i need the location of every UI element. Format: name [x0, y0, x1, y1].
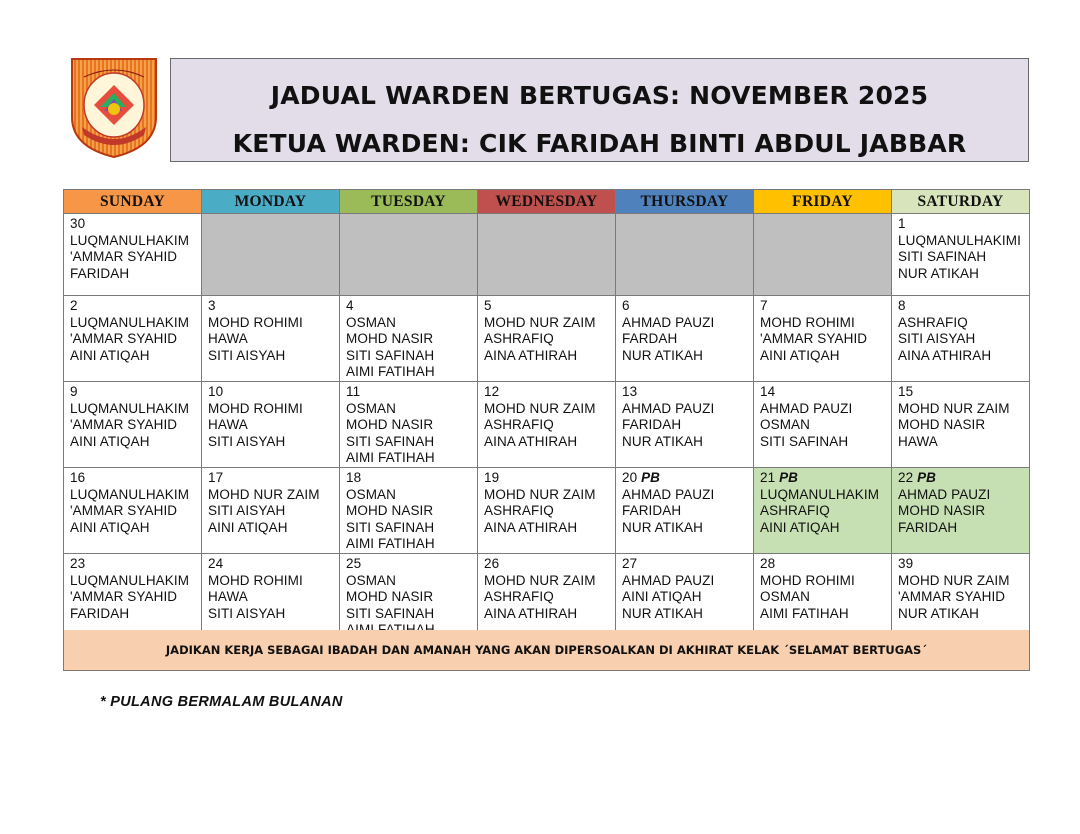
warden-name: SITI AISYAH — [208, 433, 286, 449]
weekday-header-sunday: SUNDAY — [64, 190, 202, 214]
warden-name: HAWA — [208, 589, 248, 605]
day-cell — [754, 296, 892, 382]
day-number — [70, 470, 201, 487]
day-cell — [478, 467, 616, 553]
day-number-text: 8 — [898, 298, 906, 313]
warden-name: HAWA — [208, 331, 248, 347]
warden-name: FARIDAH — [898, 519, 958, 535]
warden-name: SITI SAFINAH — [346, 605, 435, 621]
warden-name: AINI ATIQAH — [70, 347, 150, 363]
warden-name: ASHRAFIQ — [484, 417, 554, 433]
day-number-text: 13 — [622, 383, 638, 399]
warden-name: SITI AISYAH — [208, 347, 286, 363]
warden-name: FARIDAH — [70, 265, 130, 281]
pb-tag: PB — [917, 469, 937, 485]
warden-name: NUR ATIKAH — [898, 265, 980, 281]
warden-name: ASHRAFIQ — [484, 331, 554, 347]
warden-name: HAWA — [208, 417, 248, 433]
warden-name: OSMAN — [760, 417, 811, 433]
day-number-text: 39 — [898, 555, 914, 571]
weekday-header-monday: MONDAY — [202, 190, 340, 214]
day-number — [346, 298, 477, 315]
day-cell — [64, 553, 202, 639]
footnote: * PULANG BERMALAM BULANAN — [100, 694, 343, 710]
day-number — [346, 470, 477, 487]
weekday-header-saturday: SATURDAY — [892, 190, 1030, 214]
warden-name: FARIDAH — [622, 503, 682, 519]
warden-name: 'AMMAR SYAHID — [70, 417, 178, 433]
page-subtitle: KETUA WARDEN: CIK FARIDAH BINTI ABDUL JABBAR — [232, 129, 967, 158]
day-number-text: 17 — [208, 469, 224, 485]
warden-name: SITI AISYAH — [208, 605, 286, 621]
day-number — [898, 216, 1029, 233]
day-number-text: 14 — [760, 383, 776, 399]
warden-name: ASHRAFIQ — [484, 503, 554, 519]
day-number — [484, 384, 615, 401]
warden-name: SITI SAFINAH — [760, 433, 849, 449]
warden-name: AINA ATHIRAH — [484, 519, 578, 535]
day-number-text: 26 — [484, 555, 500, 571]
pb-tag: PB — [641, 469, 661, 485]
warden-name: AIMI FATIHAH — [346, 536, 435, 552]
day-cell — [478, 381, 616, 467]
day-number — [622, 470, 753, 487]
warden-name: OSMAN — [346, 400, 397, 416]
warden-name: LUQMANULHAKIM — [70, 314, 190, 330]
day-cell — [64, 214, 202, 296]
day-number-text: 18 — [346, 469, 362, 485]
warden-name: AINA ATHIRAH — [484, 433, 578, 449]
day-cell — [616, 381, 754, 467]
day-cell — [202, 381, 340, 467]
day-number-text: 22 — [898, 469, 914, 485]
warden-name: AHMAD PAUZI — [760, 400, 853, 416]
warden-name: AINI ATIQAH — [760, 347, 840, 363]
warden-name: AINI ATIQAH — [208, 519, 288, 535]
day-number-text: 6 — [622, 298, 630, 313]
day-number — [208, 298, 339, 315]
warden-name: 'AMMAR SYAHID — [70, 589, 178, 605]
day-cell — [892, 214, 1030, 296]
day-cell — [754, 553, 892, 639]
day-cell — [616, 553, 754, 639]
day-number-text: 15 — [898, 383, 914, 399]
warden-name: AINI ATIQAH — [760, 519, 840, 535]
warden-name: 'AMMAR SYAHID — [760, 331, 868, 347]
warden-name: MOHD NASIR — [346, 503, 434, 519]
day-cell — [616, 467, 754, 553]
warden-name: FARDAH — [622, 331, 678, 347]
day-cell — [616, 296, 754, 382]
day-number — [622, 298, 753, 315]
warden-name: MOHD NASIR — [346, 417, 434, 433]
warden-name: OSMAN — [760, 589, 811, 605]
warden-name: LUQMANULHAKIMI — [898, 232, 1021, 248]
day-number-text: 12 — [484, 383, 500, 399]
day-number — [760, 556, 891, 573]
day-number — [208, 556, 339, 573]
warden-name: SITI SAFINAH — [898, 249, 987, 265]
day-number — [898, 298, 1029, 315]
warden-name: MOHD NUR ZAIM — [484, 572, 596, 588]
day-number — [208, 470, 339, 487]
warden-name: SITI AISYAH — [208, 503, 286, 519]
warden-name: ASHRAFIQ — [484, 589, 554, 605]
week-row — [64, 214, 1030, 296]
warden-name: AIMI FATIHAH — [346, 450, 435, 466]
warden-name: MOHD ROHIMI — [208, 572, 303, 588]
empty-day-cell — [616, 214, 754, 296]
day-number-text: 9 — [70, 383, 78, 399]
weekday-header-wednesday: WEDNESDAY — [478, 190, 616, 214]
warden-name: LUQMANULHAKIM — [70, 400, 190, 416]
day-cell — [754, 381, 892, 467]
warden-name: HAWA — [898, 433, 938, 449]
warden-name: LUQMANULHAKIM — [70, 486, 190, 502]
warden-name: AINA ATHIRAH — [898, 347, 992, 363]
day-number-text: 4 — [346, 298, 354, 313]
day-number — [622, 556, 753, 573]
warden-name: NUR ATIKAH — [622, 347, 704, 363]
day-number-text: 3 — [208, 298, 216, 313]
title-banner — [170, 58, 1029, 162]
warden-name: FARIDAH — [622, 417, 682, 433]
day-number-text: 27 — [622, 555, 638, 571]
warden-name: NUR ATIKAH — [898, 605, 980, 621]
warden-name: MOHD NASIR — [346, 331, 434, 347]
day-cell — [202, 467, 340, 553]
day-number — [760, 298, 891, 315]
day-number-text: 21 — [760, 469, 776, 485]
day-cell — [340, 467, 478, 553]
warden-name: 'AMMAR SYAHID — [70, 249, 178, 265]
warden-name: OSMAN — [346, 572, 397, 588]
day-number-text: 20 — [622, 469, 638, 485]
warden-name: NUR ATIKAH — [622, 519, 704, 535]
warden-name: AHMAD PAUZI — [898, 486, 991, 502]
week-row — [64, 467, 1030, 553]
warden-name: MOHD ROHIMI — [208, 314, 303, 330]
day-cell — [64, 381, 202, 467]
day-cell — [892, 467, 1030, 553]
day-number-text: 10 — [208, 383, 224, 399]
page-title: JADUAL WARDEN BERTUGAS: NOVEMBER 2025 — [270, 81, 929, 110]
warden-name: AHMAD PAUZI — [622, 486, 715, 502]
warden-name: MOHD NASIR — [898, 417, 986, 433]
warden-name: FARIDAH — [70, 605, 130, 621]
duty-calendar — [63, 189, 1030, 640]
day-number — [70, 384, 201, 401]
warden-name: OSMAN — [346, 486, 397, 502]
day-number — [346, 556, 477, 573]
warden-name: AINA ATHIRAH — [484, 605, 578, 621]
warden-name: AHMAD PAUZI — [622, 314, 715, 330]
day-number-text: 11 — [346, 383, 361, 399]
day-cell — [64, 467, 202, 553]
warden-name: LUQMANULHAKIM — [70, 572, 190, 588]
day-number-text: 24 — [208, 555, 224, 571]
day-cell — [892, 296, 1030, 382]
warden-name: LUQMANULHAKIM — [760, 486, 880, 502]
motto-banner: JADIKAN KERJA SEBAGAI IBADAH DAN AMANAH YANG AKAN DIPERSOALKAN DI AKHIRAT KELAK ´SELAMAT BERTUGAS´ — [63, 630, 1030, 671]
warden-name: ASHRAFIQ — [898, 314, 968, 330]
warden-name: NUR ATIKAH — [622, 433, 704, 449]
warden-name: MOHD ROHIMI — [760, 314, 855, 330]
warden-name: 'AMMAR SYAHID — [898, 589, 1006, 605]
warden-name: MOHD NUR ZAIM — [208, 486, 320, 502]
school-crest-icon — [68, 55, 160, 159]
day-number-text: 19 — [484, 469, 500, 485]
warden-name: MOHD ROHIMI — [208, 400, 303, 416]
day-cell — [478, 553, 616, 639]
warden-name: 'AMMAR SYAHID — [70, 503, 178, 519]
day-cell — [340, 296, 478, 382]
warden-name: AINI ATIQAH — [70, 519, 150, 535]
day-cell — [202, 553, 340, 639]
week-row — [64, 381, 1030, 467]
warden-name: SITI SAFINAH — [346, 519, 435, 535]
day-number-text: 1 — [898, 216, 906, 231]
warden-name: MOHD NUR ZAIM — [484, 400, 596, 416]
day-cell — [892, 381, 1030, 467]
day-number — [484, 470, 615, 487]
warden-name: MOHD NASIR — [898, 503, 986, 519]
warden-name: NUR ATIKAH — [622, 605, 704, 621]
warden-name: MOHD NUR ZAIM — [898, 572, 1010, 588]
warden-name: AHMAD PAUZI — [622, 572, 715, 588]
day-cell — [754, 467, 892, 553]
warden-name: 'AMMAR SYAHID — [70, 331, 178, 347]
week-row — [64, 553, 1030, 639]
day-number-text: 28 — [760, 555, 776, 571]
warden-name: AINA ATHIRAH — [484, 347, 578, 363]
day-cell — [340, 553, 478, 639]
pb-tag: PB — [779, 469, 799, 485]
day-number-text: 16 — [70, 469, 86, 485]
warden-name: AHMAD PAUZI — [622, 400, 715, 416]
day-number — [898, 470, 1029, 487]
warden-name: AIMI FATIHAH — [346, 364, 435, 380]
warden-name: MOHD NUR ZAIM — [484, 314, 596, 330]
day-number — [346, 384, 477, 401]
day-cell — [64, 296, 202, 382]
day-number-text: 7 — [760, 298, 768, 313]
day-number-text: 23 — [70, 555, 86, 571]
day-number — [70, 556, 201, 573]
empty-day-cell — [202, 214, 340, 296]
day-number-text: 5 — [484, 298, 492, 313]
warden-name: AINI ATIQAH — [70, 433, 150, 449]
day-cell — [202, 296, 340, 382]
day-number — [70, 298, 201, 315]
empty-day-cell — [754, 214, 892, 296]
warden-name: AINI ATIQAH — [622, 589, 702, 605]
day-number — [760, 384, 891, 401]
day-number — [70, 216, 201, 233]
day-number — [208, 384, 339, 401]
warden-name: LUQMANULHAKIM — [70, 232, 190, 248]
empty-day-cell — [340, 214, 478, 296]
day-number — [484, 298, 615, 315]
warden-name: SITI SAFINAH — [346, 347, 435, 363]
day-cell — [478, 296, 616, 382]
weekday-header-friday: FRIDAY — [754, 190, 892, 214]
empty-day-cell — [478, 214, 616, 296]
day-number — [622, 384, 753, 401]
weekday-header-thursday: THURSDAY — [616, 190, 754, 214]
warden-name: OSMAN — [346, 314, 397, 330]
warden-name: MOHD NUR ZAIM — [898, 400, 1010, 416]
day-number-text: 25 — [346, 555, 362, 571]
warden-name: SITI SAFINAH — [346, 433, 435, 449]
warden-name: AIMI FATIHAH — [760, 605, 849, 621]
warden-name: MOHD ROHIMI — [760, 572, 855, 588]
day-number-text: 2 — [70, 298, 78, 313]
weekday-header-row — [64, 190, 1030, 214]
day-number — [898, 556, 1029, 573]
weekday-header-tuesday: TUESDAY — [340, 190, 478, 214]
warden-name: ASHRAFIQ — [760, 503, 830, 519]
warden-name: MOHD NASIR — [346, 589, 434, 605]
day-number — [898, 384, 1029, 401]
day-cell — [340, 381, 478, 467]
warden-name: MOHD NUR ZAIM — [484, 486, 596, 502]
day-cell — [892, 553, 1030, 639]
day-number — [760, 470, 891, 487]
warden-name: SITI AISYAH — [898, 331, 976, 347]
day-number — [484, 556, 615, 573]
week-row — [64, 296, 1030, 382]
day-number-text: 30 — [70, 216, 86, 231]
